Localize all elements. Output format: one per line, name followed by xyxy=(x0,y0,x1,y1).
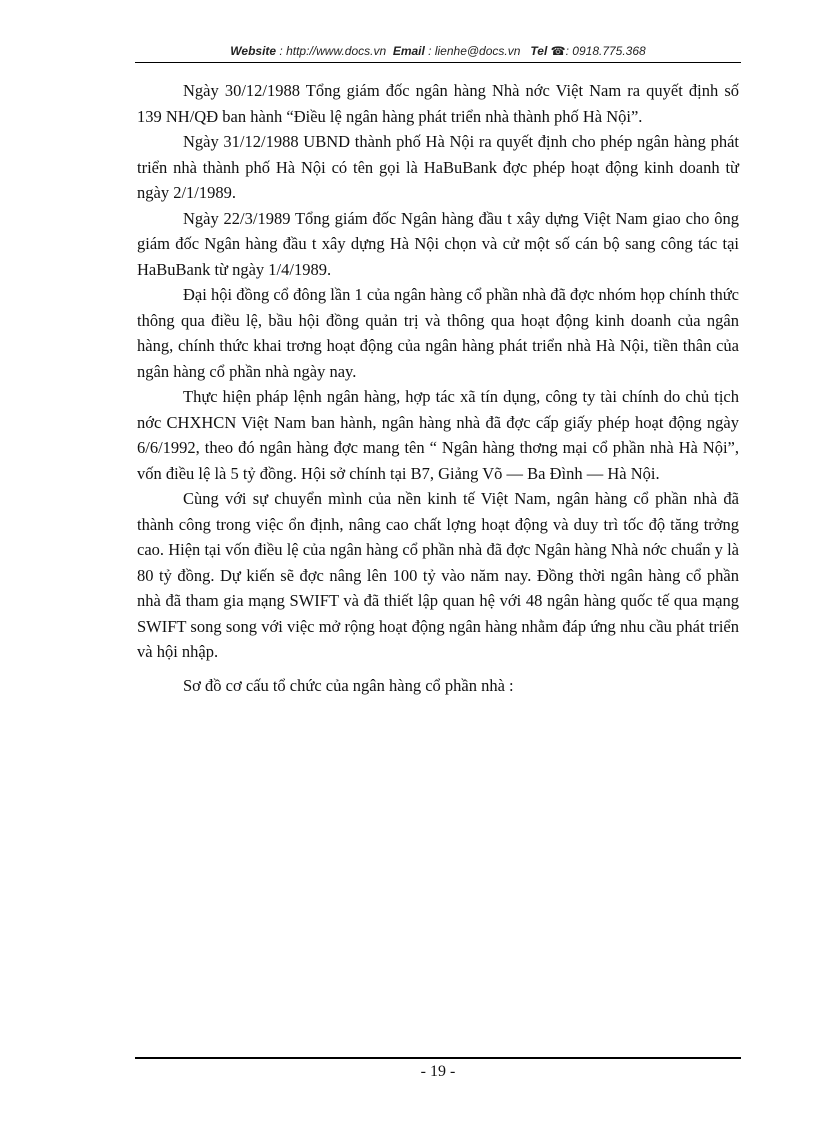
footer-divider xyxy=(135,1057,741,1059)
website-label: Website xyxy=(230,44,277,58)
org-chart-caption: Sơ đồ cơ cấu tổ chức của ngân hàng cổ phần nhà : xyxy=(183,675,514,695)
paragraph-5: Thực hiện pháp lệnh ngân hàng, hợp tác xã tín dụng, công ty tài chính do chủ tịch nớc CHXHCN Việt Nam ban hành, ngân hàng nhà đã đợc cấp giấy phép hoạt động ngày 6/6/1992, theo đó ngân hàng đợc mang tên “ Ngân hàng thơng mại cổ phần nhà Hà Nội”, vốn điều lệ là 5 tỷ đồng. Hội sở chính tại B7, Giảng Võ — Ba Đình — Hà Nội. xyxy=(137,387,739,483)
tel-value: : 0918.775.368 xyxy=(565,44,646,58)
email-value: : lienhe@docs.vn xyxy=(428,44,521,58)
tel-label: Tel xyxy=(530,44,548,58)
website-value: : http://www.docs.vn xyxy=(279,44,387,58)
paragraph-4: Đại hội đồng cổ đông lần 1 của ngân hàng cổ phần nhà đã đợc nhóm họp chính thức thông qua điều lệ, bầu hội đồng quản trị và thông qua hoạt động kinh doanh của ngân hàng, chính thức khai trơng hoạt động của ngân hàng phát triển nhà Hà Nội, tiền thân của ngân hàng cổ phần nhà ngày nay. xyxy=(137,285,739,381)
document-body xyxy=(137,78,739,698)
page-header xyxy=(135,44,741,58)
paragraph-3: Ngày 22/3/1989 Tổng giám đốc Ngân hàng đầu t xây dựng Việt Nam giao cho ông giám đốc Ngân hàng đầu t xây dựng Hà Nội chọn và cử một số cán bộ sang công tác tại HaBuBank từ ngày 1/4/1989. xyxy=(137,208,739,279)
paragraph-1: Ngày 30/12/1988 Tổng giám đốc ngân hàng Nhà nớc Việt Nam ra quyết định số 139 NH/QĐ ban hành “Điều lệ ngân hàng phát triển nhà thành phố Hà Nội”. xyxy=(137,81,739,126)
header-divider xyxy=(135,62,741,63)
paragraph-2: Ngày 31/12/1988 UBND thành phố Hà Nội ra quyết định cho phép ngân hàng phát triển nhà thành phố Hà Nội có tên gọi là HaBuBank đợc phép hoạt động kinh doanh từ ngày 2/1/1989. xyxy=(137,132,739,202)
phone-icon: ☎ xyxy=(550,44,566,58)
paragraph-6: Cùng với sự chuyển mình của nền kinh tế Việt Nam, ngân hàng cổ phần nhà đã thành công trong việc ổn định, nâng cao chất lợng hoạt động và duy trì tốc độ tăng trởng cao. Hiện tại vốn điều lệ của ngân hàng cổ phần nhà đã đợc Ngân hàng Nhà nớc chuẩn y là 80 tỷ đồng. Dự kiến sẽ đợc nâng lên 100 tỷ vào năm nay. Đồng thời ngân hàng cổ phần nhà đã tham gia mạng SWIFT và đã thiết lập quan hệ với 48 ngân hàng quốc tế qua mạng SWIFT song song với việc mở rộng hoạt động ngân hàng nhằm đáp ứng nhu cầu phát triển và hội nhập. xyxy=(137,489,739,661)
page-number: - 19 - xyxy=(420,1063,456,1080)
email-label: Email xyxy=(392,44,425,58)
